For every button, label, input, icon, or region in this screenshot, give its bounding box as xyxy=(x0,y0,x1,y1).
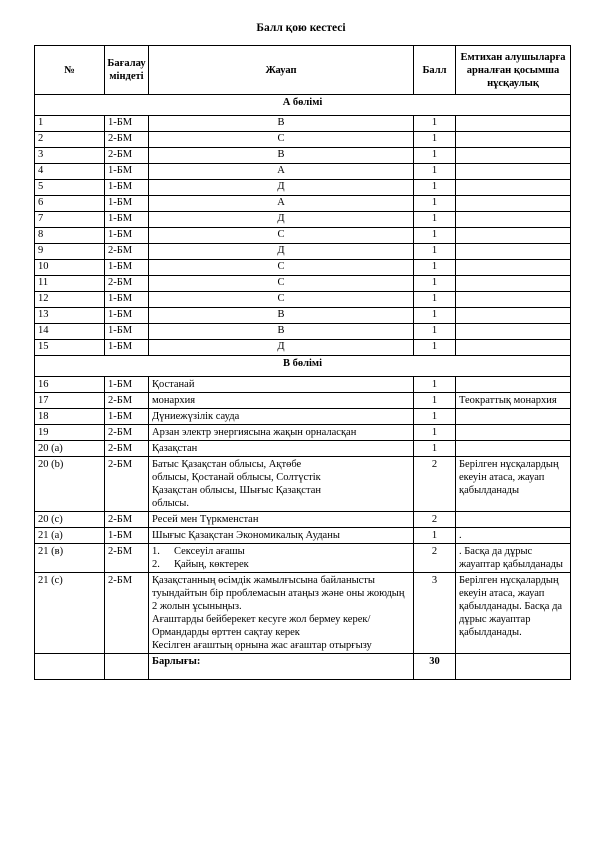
row-hint xyxy=(456,180,571,196)
row-hint xyxy=(456,164,571,180)
answer-line: облысы. xyxy=(152,498,189,509)
row-points: 3 xyxy=(414,573,456,654)
row-points: 1 xyxy=(414,164,456,180)
table-row xyxy=(35,132,571,148)
row-points: 1 xyxy=(414,441,456,457)
row-points: 1 xyxy=(414,196,456,212)
row-points: 1 xyxy=(414,148,456,164)
score-table xyxy=(34,45,571,680)
row-task: 1-БМ xyxy=(105,260,149,276)
row-points: 2 xyxy=(414,457,456,512)
table-row xyxy=(35,244,571,260)
table-row xyxy=(35,292,571,308)
total-empty xyxy=(105,654,149,680)
row-answer xyxy=(149,409,414,425)
row-num: 17 xyxy=(35,393,105,409)
row-hint xyxy=(456,425,571,441)
table-row xyxy=(35,164,571,180)
row-task: 2-БМ xyxy=(105,441,149,457)
row-task: 2-БМ xyxy=(105,393,149,409)
row-hint xyxy=(456,377,571,393)
answer-list-text: Қайың, көктерек xyxy=(174,559,249,570)
answer-line: Ресей мен Түркменстан xyxy=(152,514,259,525)
row-hint: . xyxy=(456,528,571,544)
table-row xyxy=(35,425,571,441)
table-row xyxy=(35,196,571,212)
row-num: 12 xyxy=(35,292,105,308)
table-row xyxy=(35,324,571,340)
row-answer xyxy=(149,457,414,512)
header-answer: Жауап xyxy=(149,46,414,95)
row-hint xyxy=(456,276,571,292)
row-answer: А xyxy=(149,164,414,180)
row-task: 1-БМ xyxy=(105,116,149,132)
total-points: 30 xyxy=(414,654,456,680)
row-task: 1-БМ xyxy=(105,308,149,324)
row-answer xyxy=(149,393,414,409)
row-num: 11 xyxy=(35,276,105,292)
row-hint: . Басқа да дұрыс жауаптар қабылданады xyxy=(456,544,571,573)
total-empty xyxy=(35,654,105,680)
row-task: 2-БМ xyxy=(105,244,149,260)
row-num: 3 xyxy=(35,148,105,164)
row-num: 13 xyxy=(35,308,105,324)
row-points: 1 xyxy=(414,377,456,393)
row-num: 9 xyxy=(35,244,105,260)
table-row xyxy=(35,512,571,528)
row-answer: В xyxy=(149,324,414,340)
row-task: 1-БМ xyxy=(105,377,149,393)
row-answer xyxy=(149,528,414,544)
header-num: № xyxy=(35,46,105,95)
row-points: 1 xyxy=(414,132,456,148)
row-points: 1 xyxy=(414,244,456,260)
row-num: 21 (a) xyxy=(35,528,105,544)
row-points: 1 xyxy=(414,180,456,196)
section-b-title: В бөлімі xyxy=(35,356,571,377)
row-answer xyxy=(149,377,414,393)
row-answer: С xyxy=(149,292,414,308)
table-row xyxy=(35,308,571,324)
row-answer: Д xyxy=(149,212,414,228)
row-points: 1 xyxy=(414,116,456,132)
row-hint: Берілген нұсқалардың екеуін атаса, жауап қабылданады xyxy=(456,457,571,512)
table-row xyxy=(35,409,571,425)
row-points: 1 xyxy=(414,324,456,340)
table-row xyxy=(35,457,571,512)
row-num: 20 (a) xyxy=(35,441,105,457)
row-task: 1-БМ xyxy=(105,196,149,212)
section-a-header xyxy=(35,95,571,116)
row-points: 1 xyxy=(414,308,456,324)
header-hint: Емтихан алушыларға арналған қосымша нұсқаулық xyxy=(456,46,571,95)
row-hint xyxy=(456,244,571,260)
row-hint xyxy=(456,292,571,308)
row-hint xyxy=(456,409,571,425)
table-row xyxy=(35,180,571,196)
answer-line: облысы, Қостанай облысы, Солтүстік xyxy=(152,472,321,483)
row-task: 2-БМ xyxy=(105,512,149,528)
row-hint xyxy=(456,116,571,132)
table-row xyxy=(35,276,571,292)
row-num: 10 xyxy=(35,260,105,276)
row-answer: В xyxy=(149,148,414,164)
row-task: 2-БМ xyxy=(105,457,149,512)
answer-list-number: 1. xyxy=(152,546,160,557)
row-points: 1 xyxy=(414,260,456,276)
section-a-title: А бөлімі xyxy=(35,95,571,116)
row-task: 1-БМ xyxy=(105,528,149,544)
answer-line: монархия xyxy=(152,395,196,406)
row-points: 2 xyxy=(414,544,456,573)
row-answer: Д xyxy=(149,244,414,260)
row-points: 1 xyxy=(414,425,456,441)
row-points: 1 xyxy=(414,276,456,292)
row-task: 1-БМ xyxy=(105,340,149,356)
row-answer: Д xyxy=(149,340,414,356)
row-answer xyxy=(149,573,414,654)
row-task: 1-БМ xyxy=(105,324,149,340)
answer-line: Кесілген ағаштың орнына жас ағаштар отырғызу xyxy=(152,640,372,651)
answer-list-text: Сексеуіл ағашы xyxy=(174,546,245,557)
row-num: 21 (в) xyxy=(35,544,105,573)
row-hint xyxy=(456,148,571,164)
row-hint xyxy=(456,260,571,276)
row-answer xyxy=(149,425,414,441)
table-row xyxy=(35,148,571,164)
header-row xyxy=(35,46,571,95)
row-hint xyxy=(456,228,571,244)
table-row xyxy=(35,528,571,544)
row-hint xyxy=(456,324,571,340)
row-task: 2-БМ xyxy=(105,148,149,164)
row-hint xyxy=(456,196,571,212)
answer-line: Қазақстан xyxy=(152,443,198,454)
row-answer: Д xyxy=(149,180,414,196)
row-task: 2-БМ xyxy=(105,573,149,654)
total-label: Барлығы: xyxy=(149,654,414,680)
row-num: 5 xyxy=(35,180,105,196)
row-hint xyxy=(456,340,571,356)
answer-line: Арзан электр энергиясына жақын орналасқан xyxy=(152,427,357,438)
table-row xyxy=(35,340,571,356)
table-row xyxy=(35,441,571,457)
row-num: 6 xyxy=(35,196,105,212)
section-b-header xyxy=(35,356,571,377)
row-answer: В xyxy=(149,308,414,324)
row-points: 1 xyxy=(414,228,456,244)
row-points: 1 xyxy=(414,528,456,544)
row-task: 2-БМ xyxy=(105,276,149,292)
row-task: 1-БМ xyxy=(105,212,149,228)
table-row xyxy=(35,573,571,654)
table-row xyxy=(35,544,571,573)
header-task: Бағалау міндеті xyxy=(105,46,149,95)
row-num: 20 (c) xyxy=(35,512,105,528)
row-points: 1 xyxy=(414,212,456,228)
document-title: Балл қою кестесі xyxy=(256,22,346,34)
row-points: 1 xyxy=(414,292,456,308)
row-answer xyxy=(149,441,414,457)
row-answer xyxy=(149,544,414,573)
answer-line: Дүниежүзілік сауда xyxy=(152,411,240,422)
row-task: 1-БМ xyxy=(105,292,149,308)
header-points: Балл xyxy=(414,46,456,95)
row-task: 2-БМ xyxy=(105,544,149,573)
answer-line: Ағаштарды бейберекет кесуге жол бермеу керек/ xyxy=(152,614,371,625)
row-answer: А xyxy=(149,196,414,212)
row-num: 20 (b) xyxy=(35,457,105,512)
table-row xyxy=(35,212,571,228)
row-num: 1 xyxy=(35,116,105,132)
row-num: 15 xyxy=(35,340,105,356)
row-num: 19 xyxy=(35,425,105,441)
row-hint xyxy=(456,308,571,324)
total-empty xyxy=(456,654,571,680)
table-row xyxy=(35,260,571,276)
row-task: 1-БМ xyxy=(105,409,149,425)
total-row xyxy=(35,654,571,680)
row-num: 14 xyxy=(35,324,105,340)
row-task: 2-БМ xyxy=(105,425,149,441)
row-points: 1 xyxy=(414,393,456,409)
table-row xyxy=(35,377,571,393)
answer-line: Ормандарды өрттен сақтау керек xyxy=(152,627,300,638)
row-hint xyxy=(456,212,571,228)
row-num: 4 xyxy=(35,164,105,180)
row-points: 1 xyxy=(414,409,456,425)
answer-line: Шығыс Қазақстан Экономикалық Ауданы xyxy=(152,530,340,541)
row-hint xyxy=(456,441,571,457)
row-hint: Теократтық монархия xyxy=(456,393,571,409)
row-answer: С xyxy=(149,132,414,148)
row-num: 8 xyxy=(35,228,105,244)
answer-line: Қостанай xyxy=(152,379,195,390)
table-row xyxy=(35,116,571,132)
row-task: 1-БМ xyxy=(105,164,149,180)
answer-list-item xyxy=(152,545,410,558)
row-hint xyxy=(456,132,571,148)
row-hint: Берілген нұсқалардың екеуін атаса, жауап қабылданады. Басқа да дұрыс жауаптар қабылданады. xyxy=(456,573,571,654)
row-task: 1-БМ xyxy=(105,180,149,196)
row-answer: С xyxy=(149,260,414,276)
table-row xyxy=(35,228,571,244)
answer-line: Батыс Қазақстан облысы, Ақтөбе xyxy=(152,459,302,470)
row-num: 18 xyxy=(35,409,105,425)
answer-line: Қазақстанның өсімдік жамылғысына байланысты туындайтын бір проблемасын атаңыз және оны жоюдың 2 жолын ұсыныңыз. xyxy=(152,575,405,612)
row-hint xyxy=(456,512,571,528)
table-row xyxy=(35,393,571,409)
answer-list-item xyxy=(152,558,410,571)
answer-list-number: 2. xyxy=(152,559,160,570)
row-num: 21 (c) xyxy=(35,573,105,654)
row-num: 7 xyxy=(35,212,105,228)
row-answer xyxy=(149,512,414,528)
answer-line: Қазақстан облысы, Шығыс Қазақстан xyxy=(152,485,321,496)
row-answer: С xyxy=(149,228,414,244)
row-answer: С xyxy=(149,276,414,292)
row-num: 2 xyxy=(35,132,105,148)
row-task: 2-БМ xyxy=(105,132,149,148)
row-num: 16 xyxy=(35,377,105,393)
row-points: 2 xyxy=(414,512,456,528)
row-points: 1 xyxy=(414,340,456,356)
row-answer: В xyxy=(149,116,414,132)
row-task: 1-БМ xyxy=(105,228,149,244)
